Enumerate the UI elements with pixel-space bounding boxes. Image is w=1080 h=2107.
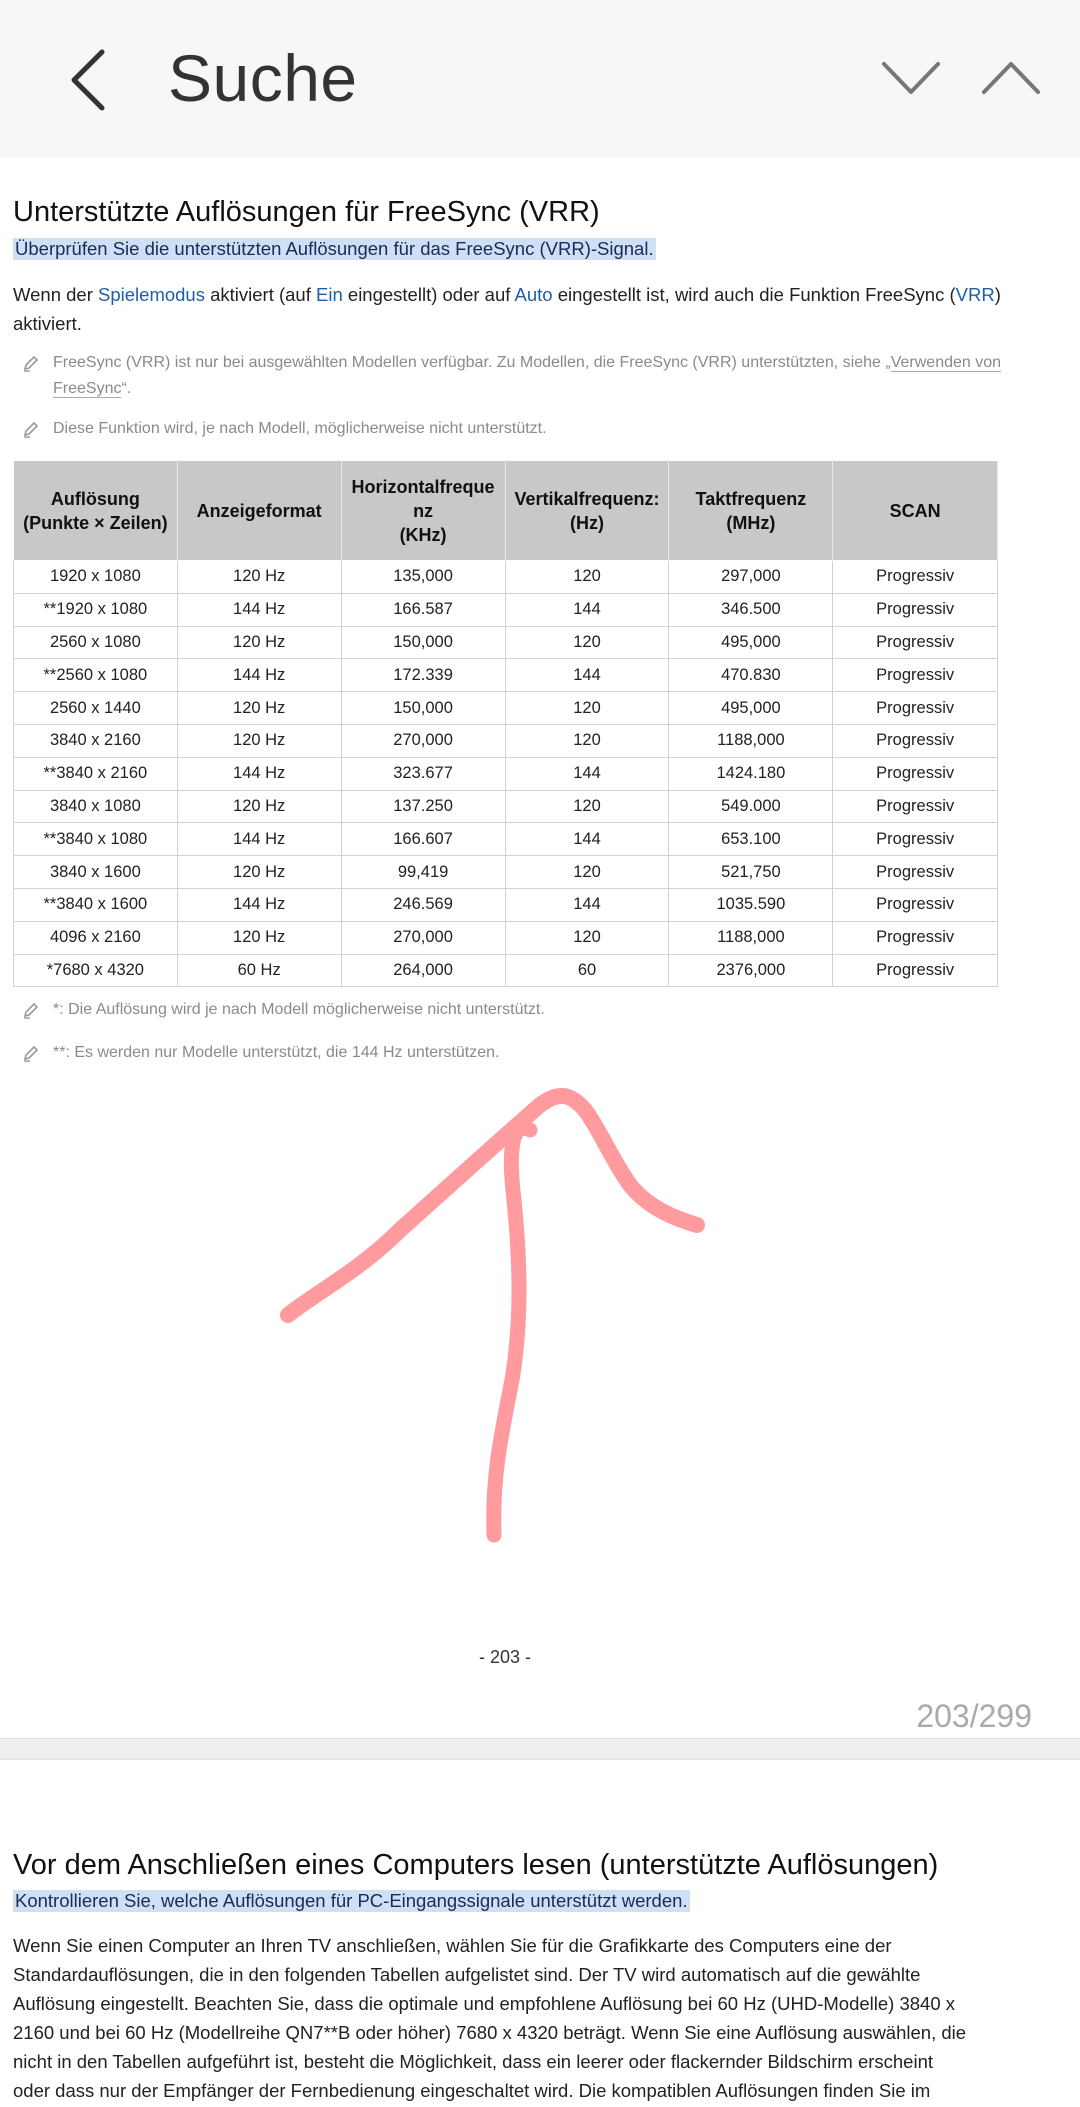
table-row	[14, 790, 998, 823]
table-cell: 144 Hz	[177, 659, 341, 692]
table-cell: 3840 x 1080	[14, 790, 178, 823]
column-header	[177, 461, 341, 561]
column-header-line: Anzeigeformat	[196, 500, 322, 521]
paragraph-line: 2160 und bei 60 Hz (Modellreihe QN7**B oder höher) 7680 x 4320 beträgt. Wenn Sie eine Auflösung auswählen, die	[13, 2022, 967, 2043]
table-cell: **2560 x 1080	[14, 659, 178, 692]
back-button[interactable]	[58, 44, 118, 116]
intro-paragraph	[13, 280, 1003, 338]
column-header	[833, 461, 998, 561]
table-cell: 1035.590	[669, 888, 833, 921]
pencil-icon	[22, 1044, 40, 1062]
pencil-icon	[22, 1001, 40, 1019]
text: ) aktiviert.	[13, 284, 1001, 334]
table-cell: Progressiv	[833, 790, 998, 823]
chevron-up-icon	[980, 54, 1042, 100]
table-cell: 144 Hz	[177, 757, 341, 790]
chevron-left-icon	[68, 48, 108, 112]
table-cell: Progressiv	[833, 561, 998, 594]
table-cell: **3840 x 1600	[14, 888, 178, 921]
pencil-icon	[22, 420, 40, 438]
note-text: “.	[121, 380, 132, 397]
table-cell: 166.587	[341, 593, 505, 626]
column-header-line: Auflösung	[50, 488, 140, 509]
link-auto[interactable]: Auto	[514, 284, 553, 305]
table-row	[14, 757, 998, 790]
link-ein[interactable]: Ein	[316, 284, 343, 305]
table-cell: 3840 x 2160	[14, 724, 178, 757]
previous-result-button[interactable]	[980, 54, 1042, 100]
table-row	[14, 724, 998, 757]
column-header-line: nz	[413, 500, 434, 521]
column-header-line: Taktfrequenz	[695, 488, 807, 509]
table-cell: 120	[505, 856, 669, 889]
table-cell: 495,000	[669, 692, 833, 725]
search-toolbar	[0, 0, 1080, 158]
search-title: Suche	[168, 41, 358, 115]
page-number: - 203 -	[478, 1647, 532, 1667]
table-cell: Progressiv	[833, 626, 998, 659]
table-cell: 120 Hz	[177, 856, 341, 889]
table-row	[14, 823, 998, 856]
text: eingestellt) oder auf	[342, 284, 515, 305]
table-cell: 120	[505, 626, 669, 659]
table-cell: 521,750	[669, 856, 833, 889]
text: eingestellt ist, wird auch die Funktion FreeSync (	[552, 284, 956, 305]
table-row	[14, 561, 998, 594]
column-header	[669, 461, 833, 561]
table-row	[14, 659, 998, 692]
table-row	[14, 593, 998, 626]
table-cell: 495,000	[669, 626, 833, 659]
column-header	[341, 461, 505, 561]
table-cell: Progressiv	[833, 856, 998, 889]
table-cell: Progressiv	[833, 954, 998, 987]
table-cell: 1920 x 1080	[14, 561, 178, 594]
table-cell: 3840 x 1600	[14, 856, 178, 889]
paragraph-line: Standardauflösungen, die in den folgenden Tabellen aufgelistet sind. Der TV wird automatisch auf die gewählte	[13, 1964, 921, 1985]
table-cell: 166.607	[341, 823, 505, 856]
paragraph-line: Auflösung eingestellt. Beachten Sie, dass die optimale und empfohlene Auflösung bei 60 Hz (UHD-Modelle) 3840 x	[13, 1993, 956, 2014]
column-header-line: Horizontalfreque	[351, 476, 495, 497]
note-freesync-availability	[22, 350, 1002, 402]
table-cell: 144	[505, 888, 669, 921]
table-cell: 2560 x 1080	[14, 626, 178, 659]
table-cell: Progressiv	[833, 692, 998, 725]
table-cell: 470.830	[669, 659, 833, 692]
table-cell: 150,000	[341, 626, 505, 659]
table-cell: 120 Hz	[177, 692, 341, 725]
note-resolution-model	[22, 997, 1002, 1023]
link-verwenden-von-freesync[interactable]: Verwenden von FreeSync	[53, 354, 1002, 397]
table-cell: 120 Hz	[177, 626, 341, 659]
text: aktiviert (auf	[204, 284, 317, 305]
table-cell: 120 Hz	[177, 724, 341, 757]
column-header-line: SCAN	[889, 500, 941, 521]
note-text: FreeSync (VRR) ist nur bei ausgewählten Modellen verfügbar. Zu Modellen, die FreeSync (VRR) unterstützten, siehe „	[53, 354, 891, 371]
column-header-line: (KHz)	[399, 524, 447, 545]
table-cell: 137.250	[341, 790, 505, 823]
section-title: Unterstützte Auflösungen für FreeSync (VRR)	[13, 196, 600, 228]
table-row	[14, 921, 998, 954]
table-cell: 99,419	[341, 856, 505, 889]
table-cell: 120 Hz	[177, 921, 341, 954]
table-cell: 144	[505, 823, 669, 856]
section-subtitle: Überprüfen Sie die unterstützten Auflösungen für das FreeSync (VRR)-Signal.	[15, 238, 654, 259]
table-cell: Progressiv	[833, 593, 998, 626]
table-cell: **3840 x 1080	[14, 823, 178, 856]
table-cell: 120 Hz	[177, 561, 341, 594]
paragraph-line: Wenn Sie einen Computer an Ihren TV anschließen, wählen Sie für die Grafikkarte des Computers eine der	[13, 1935, 892, 1956]
column-header-line: Vertikalfrequenz:	[514, 488, 660, 509]
chevron-down-icon	[880, 54, 942, 100]
table-cell: 549.000	[669, 790, 833, 823]
column-header-line: (MHz)	[726, 512, 776, 533]
table-cell: 1188,000	[669, 724, 833, 757]
text: Wenn der	[13, 284, 99, 305]
column-header-line: (Hz)	[570, 512, 604, 533]
table-cell: **3840 x 2160	[14, 757, 178, 790]
table-cell: Progressiv	[833, 659, 998, 692]
table-cell: 144 Hz	[177, 823, 341, 856]
section-title-2: Vor dem Anschließen eines Computers lesen (unterstützte Auflösungen)	[13, 1849, 939, 1881]
table-cell: 270,000	[341, 724, 505, 757]
table-header-row	[14, 461, 998, 561]
link-spielemodus[interactable]: Spielemodus	[98, 284, 205, 305]
table-cell: 270,000	[341, 921, 505, 954]
link-vrr[interactable]: VRR	[955, 284, 995, 305]
table-cell: 135,000	[341, 561, 505, 594]
table-cell: Progressiv	[833, 888, 998, 921]
section-subtitle-2: Kontrollieren Sie, welche Auflösungen für PC-Eingangssignale unterstützt werden.	[15, 1890, 688, 1911]
table-cell: Progressiv	[833, 921, 998, 954]
table-cell: 346.500	[669, 593, 833, 626]
note-144hz	[22, 1040, 1002, 1066]
table-cell: 2376,000	[669, 954, 833, 987]
table-cell: 1424.180	[669, 757, 833, 790]
table-cell: 60	[505, 954, 669, 987]
pencil-icon	[22, 354, 40, 372]
note-function-support	[22, 416, 1002, 442]
table-cell: Progressiv	[833, 757, 998, 790]
table-cell: 1188,000	[669, 921, 833, 954]
table-row	[14, 626, 998, 659]
table-cell: 144	[505, 659, 669, 692]
table-cell: 120 Hz	[177, 790, 341, 823]
table-cell: 120	[505, 921, 669, 954]
table-cell: 120	[505, 724, 669, 757]
page-counter: 203/299	[916, 1698, 1032, 1734]
table-cell: Progressiv	[833, 724, 998, 757]
paragraph-line: oder dass nur der Empfänger der Fernbedienung eingeschaltet wird. Die kompatiblen Auflösungen finden Sie im	[13, 2080, 931, 2101]
table-cell: 653.100	[669, 823, 833, 856]
table-cell: 144 Hz	[177, 888, 341, 921]
table-cell: 2560 x 1440	[14, 692, 178, 725]
table-cell: 172.339	[341, 659, 505, 692]
table-cell: 120	[505, 692, 669, 725]
note-text: Diese Funktion wird, je nach Modell, möglicherweise nicht unterstützt.	[53, 420, 547, 437]
column-header	[505, 461, 669, 561]
column-header-line: (Punkte × Zeilen)	[23, 512, 168, 533]
table-cell: 60 Hz	[177, 954, 341, 987]
freesync-resolution-table	[13, 460, 998, 987]
table-row	[14, 888, 998, 921]
table-cell: 120	[505, 790, 669, 823]
column-header	[14, 461, 178, 561]
table-cell: 144 Hz	[177, 593, 341, 626]
table-cell: 144	[505, 593, 669, 626]
table-cell: 4096 x 2160	[14, 921, 178, 954]
next-result-button[interactable]	[880, 54, 942, 100]
table-row	[14, 692, 998, 725]
table-cell: Progressiv	[833, 823, 998, 856]
table-cell: 264,000	[341, 954, 505, 987]
table-cell: **1920 x 1080	[14, 593, 178, 626]
note-text: **: Es werden nur Modelle unterstützt, die 144 Hz unterstützen.	[53, 1044, 500, 1061]
table-cell: 144	[505, 757, 669, 790]
table-cell: *7680 x 4320	[14, 954, 178, 987]
table-cell: 297,000	[669, 561, 833, 594]
table-body	[14, 561, 998, 987]
table-cell: 246.569	[341, 888, 505, 921]
table-row	[14, 856, 998, 889]
table-cell: 120	[505, 561, 669, 594]
table-row	[14, 954, 998, 987]
note-text: *: Die Auflösung wird je nach Modell möglicherweise nicht unterstützt.	[53, 1001, 545, 1018]
table-cell: 323.677	[341, 757, 505, 790]
paragraph-line: nicht in den Tabellen aufgeführt ist, besteht die Möglichkeit, dass ein leerer oder flackernder Bildschirm erscheint	[13, 2051, 934, 2072]
computer-paragraph	[13, 1931, 1003, 2105]
page-separator	[0, 1738, 1080, 1760]
table-cell: 150,000	[341, 692, 505, 725]
